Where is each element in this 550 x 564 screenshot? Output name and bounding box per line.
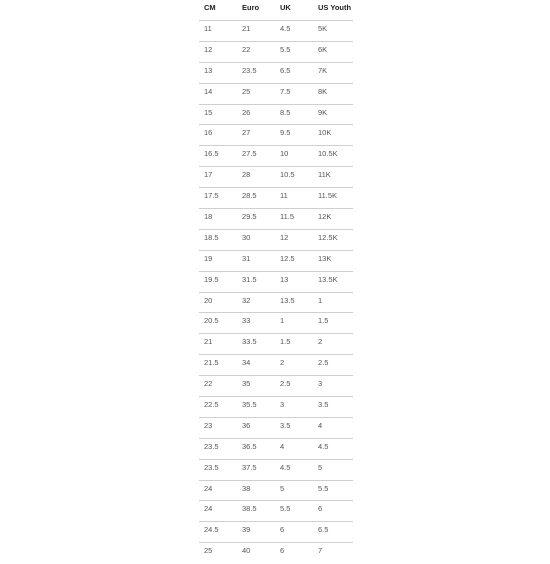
table-row	[199, 41, 353, 62]
table-row	[199, 146, 353, 167]
header-row	[199, 0, 353, 21]
cell-cm: 16	[199, 125, 237, 146]
cell-cm: 21	[199, 334, 237, 355]
cell-us-youth: 12.5K	[313, 229, 353, 250]
cell-uk: 4.5	[275, 459, 313, 480]
cell-uk: 10	[275, 146, 313, 167]
cell-euro: 33	[237, 313, 275, 334]
cell-us-youth: 3	[313, 376, 353, 397]
cell-cm: 13	[199, 62, 237, 83]
header-euro: Euro	[242, 3, 260, 12]
table-row	[199, 83, 353, 104]
cell-euro: 35.5	[237, 397, 275, 418]
cell-euro: 36	[237, 417, 275, 438]
cell-uk: 6.5	[275, 62, 313, 83]
table-row	[199, 62, 353, 83]
cell-cm: 22.5	[199, 397, 237, 418]
cell-us-youth: 4	[313, 417, 353, 438]
cell-us-youth: 10K	[313, 125, 353, 146]
cell-us-youth: 7	[313, 543, 353, 564]
cell-cm: 20.5	[199, 313, 237, 334]
table-row	[199, 167, 353, 188]
table-row	[199, 438, 353, 459]
cell-cm: 18.5	[199, 229, 237, 250]
cell-euro: 22	[237, 41, 275, 62]
cell-cm: 12	[199, 41, 237, 62]
cell-us-youth: 13K	[313, 250, 353, 271]
cell-euro: 28.5	[237, 188, 275, 209]
cell-euro: 27.5	[237, 146, 275, 167]
cell-us-youth: 2.5	[313, 355, 353, 376]
cell-us-youth: 4.5	[313, 438, 353, 459]
table-row	[199, 21, 353, 42]
cell-us-youth: 3.5	[313, 397, 353, 418]
size-chart-header	[199, 0, 353, 21]
table-row	[199, 376, 353, 397]
cell-cm: 16.5	[199, 146, 237, 167]
cell-uk: 4	[275, 438, 313, 459]
cell-us-youth: 1	[313, 292, 353, 313]
cell-uk: 11	[275, 188, 313, 209]
cell-us-youth: 6K	[313, 41, 353, 62]
cell-euro: 23.5	[237, 62, 275, 83]
cell-cm: 19.5	[199, 271, 237, 292]
cell-euro: 21	[237, 21, 275, 42]
header-cm: CM	[204, 3, 216, 12]
cell-cm: 14	[199, 83, 237, 104]
cell-cm: 25	[199, 543, 237, 564]
table-row	[199, 334, 353, 355]
cell-cm: 21.5	[199, 355, 237, 376]
cell-euro: 25	[237, 83, 275, 104]
cell-euro: 38	[237, 480, 275, 501]
cell-us-youth: 5	[313, 459, 353, 480]
cell-us-youth: 7K	[313, 62, 353, 83]
cell-cm: 23.5	[199, 438, 237, 459]
table-row	[199, 313, 353, 334]
table-row	[199, 355, 353, 376]
cell-cm: 17.5	[199, 188, 237, 209]
cell-uk: 2	[275, 355, 313, 376]
cell-us-youth: 10.5K	[313, 146, 353, 167]
cell-euro: 40	[237, 543, 275, 564]
cell-uk: 8.5	[275, 104, 313, 125]
cell-cm: 23	[199, 417, 237, 438]
cell-uk: 12.5	[275, 250, 313, 271]
cell-cm: 11	[199, 21, 237, 42]
cell-euro: 31.5	[237, 271, 275, 292]
cell-us-youth: 2	[313, 334, 353, 355]
cell-uk: 3.5	[275, 417, 313, 438]
cell-euro: 32	[237, 292, 275, 313]
table-row	[199, 522, 353, 543]
cell-euro: 34	[237, 355, 275, 376]
cell-cm: 18	[199, 209, 237, 230]
cell-us-youth: 5K	[313, 21, 353, 42]
cell-euro: 35	[237, 376, 275, 397]
cell-euro: 38.5	[237, 501, 275, 522]
cell-us-youth: 6	[313, 501, 353, 522]
table-row	[199, 271, 353, 292]
cell-uk: 5.5	[275, 41, 313, 62]
cell-euro: 28	[237, 167, 275, 188]
cell-uk: 5	[275, 480, 313, 501]
cell-us-youth: 9K	[313, 104, 353, 125]
cell-uk: 7.5	[275, 83, 313, 104]
cell-uk: 5.5	[275, 501, 313, 522]
cell-uk: 12	[275, 229, 313, 250]
cell-us-youth: 13.5K	[313, 271, 353, 292]
cell-uk: 11.5	[275, 209, 313, 230]
table-row	[199, 480, 353, 501]
cell-uk: 1	[275, 313, 313, 334]
cell-us-youth: 11.5K	[313, 188, 353, 209]
cell-cm: 15	[199, 104, 237, 125]
cell-uk: 10.5	[275, 167, 313, 188]
cell-uk: 6	[275, 543, 313, 564]
header-us-youth: US Youth	[318, 3, 352, 12]
cell-euro: 36.5	[237, 438, 275, 459]
table-row	[199, 543, 353, 564]
table-row	[199, 188, 353, 209]
cell-cm: 24	[199, 480, 237, 501]
cell-cm: 24.5	[199, 522, 237, 543]
cell-uk: 2.5	[275, 376, 313, 397]
cell-uk: 9.5	[275, 125, 313, 146]
cell-us-youth: 12K	[313, 209, 353, 230]
cell-uk: 3	[275, 397, 313, 418]
header-uk: UK	[280, 3, 291, 12]
cell-uk: 4.5	[275, 21, 313, 42]
cell-cm: 17	[199, 167, 237, 188]
table-row	[199, 250, 353, 271]
cell-euro: 30	[237, 229, 275, 250]
cell-us-youth: 8K	[313, 83, 353, 104]
cell-euro: 39	[237, 522, 275, 543]
cell-cm: 20	[199, 292, 237, 313]
cell-uk: 13.5	[275, 292, 313, 313]
cell-euro: 31	[237, 250, 275, 271]
table-row	[199, 417, 353, 438]
table-row	[199, 501, 353, 522]
cell-euro: 26	[237, 104, 275, 125]
size-chart-body	[199, 21, 353, 564]
cell-euro: 37.5	[237, 459, 275, 480]
cell-euro: 27	[237, 125, 275, 146]
cell-euro: 29.5	[237, 209, 275, 230]
cell-us-youth: 6.5	[313, 522, 353, 543]
table-row	[199, 209, 353, 230]
cell-us-youth: 5.5	[313, 480, 353, 501]
cell-uk: 6	[275, 522, 313, 543]
cell-uk: 1.5	[275, 334, 313, 355]
table-row	[199, 104, 353, 125]
cell-uk: 13	[275, 271, 313, 292]
cell-us-youth: 11K	[313, 167, 353, 188]
table-row	[199, 459, 353, 480]
cell-euro: 33.5	[237, 334, 275, 355]
cell-cm: 24	[199, 501, 237, 522]
cell-cm: 22	[199, 376, 237, 397]
table-row	[199, 292, 353, 313]
table-row	[199, 229, 353, 250]
table-row	[199, 125, 353, 146]
table-row	[199, 397, 353, 418]
cell-cm: 19	[199, 250, 237, 271]
cell-cm: 23.5	[199, 459, 237, 480]
cell-us-youth: 1.5	[313, 313, 353, 334]
size-chart-table	[199, 0, 353, 564]
